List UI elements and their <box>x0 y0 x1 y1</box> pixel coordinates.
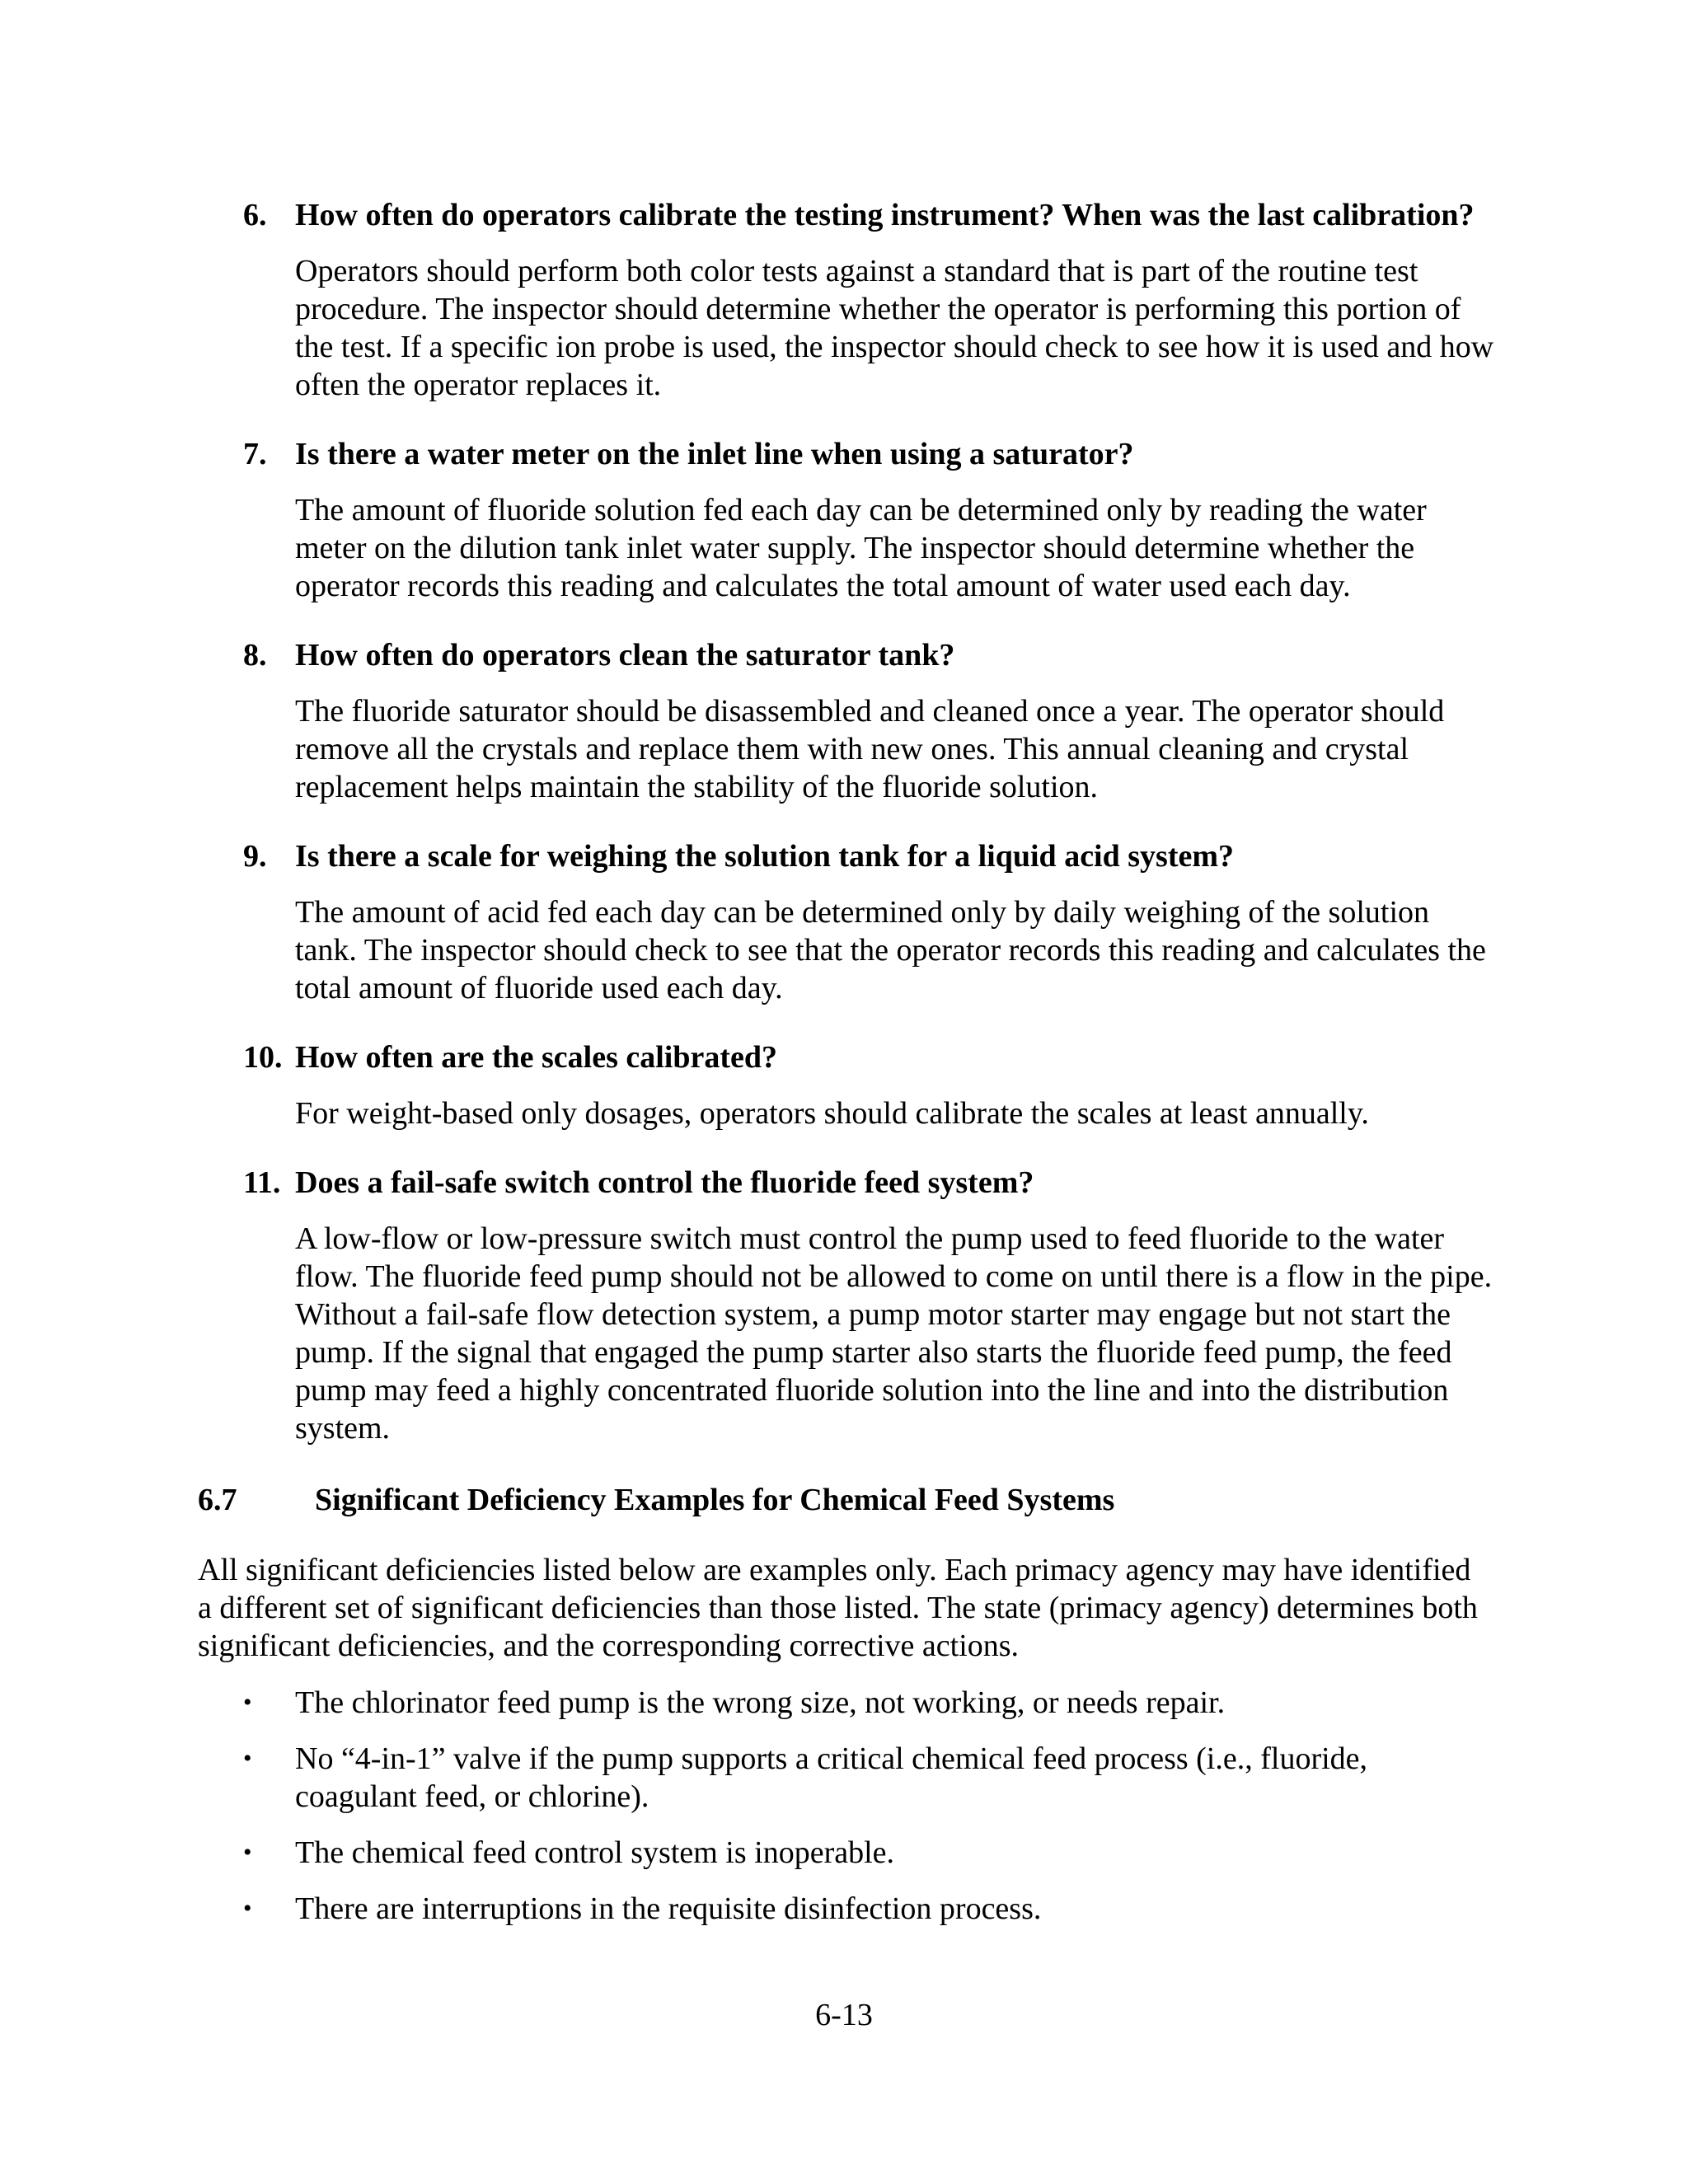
bullet-text: No “4-in-1” valve if the pump supports a critical chemical feed process (i.e., fluoride, coagulant feed, or chlorine). <box>295 1741 1368 1814</box>
bullet-text: The chemical feed control system is inoperable. <box>295 1835 895 1870</box>
question-item-9 <box>243 837 1496 1007</box>
bullet-text: The chlorinator feed pump is the wrong size, not working, or needs repair. <box>295 1685 1226 1720</box>
question-heading <box>243 1038 1496 1076</box>
question-text: How often are the scales calibrated? <box>295 1040 778 1075</box>
question-answer: Operators should perform both color tests against a standard that is part of the routine test procedure. The inspector should determine whether the operator is performing this portion of the test. If a specific ion probe is used, the inspector should check to see how it is used and how often the operator replaces it. <box>295 254 1494 402</box>
bullet-item <box>243 1684 1496 1722</box>
question-item-11 <box>243 1164 1496 1447</box>
question-heading <box>243 196 1496 234</box>
bullet-item <box>243 1740 1496 1816</box>
page-number: 6-13 <box>815 1998 873 2032</box>
bullet-text: There are interruptions in the requisite disinfection process. <box>295 1891 1042 1926</box>
question-answer: The amount of acid fed each day can be determined only by daily weighing of the solution tank. The inspector should check to see that the operator records this reading and calculates the total amount of fluoride used each day. <box>295 895 1486 1005</box>
bullet-icon: • <box>243 1689 252 1716</box>
question-answer: The amount of fluoride solution fed each day can be determined only by reading the water meter on the dilution tank inlet water supply. The inspector should determine whether the operator records this reading and calculates the total amount of water used each day. <box>295 493 1427 603</box>
question-text: Does a fail-safe switch control the fluoride feed system? <box>295 1165 1034 1200</box>
question-text: Is there a scale for weighing the solution tank for a liquid acid system? <box>295 839 1234 874</box>
question-number: 10. <box>243 1040 283 1075</box>
question-answer: The fluoride saturator should be disassembled and cleaned once a year. The operator should remove all the crystals and replace them with new ones. This annual cleaning and crystal replacement helps maintain the stability of the fluoride solution. <box>295 694 1445 804</box>
question-item-6 <box>243 196 1496 404</box>
question-number: 11. <box>243 1165 281 1200</box>
question-item-8 <box>243 636 1496 806</box>
question-text: How often do operators clean the saturator tank? <box>295 638 955 673</box>
bullet-icon: • <box>243 1839 252 1866</box>
deficiency-bullet-list <box>243 1684 1496 1928</box>
question-answer: A low-flow or low-pressure switch must control the pump used to feed fluoride to the water flow. The fluoride feed pump should not be allowed to come on until there is a flow in the pipe. Without a fail-safe flow detection system, a pump motor starter may engage but not start the pump. If the signal that engaged the pump starter also starts the fluoride feed pump, the feed pump may feed a highly concentrated fluoride solution into the line and into the distribution system. <box>295 1221 1493 1446</box>
bullet-item <box>243 1890 1496 1928</box>
question-number: 8. <box>243 638 267 673</box>
question-number: 6. <box>243 198 267 232</box>
question-heading <box>243 1164 1496 1202</box>
question-item-7 <box>243 435 1496 605</box>
bullet-icon: • <box>243 1745 252 1772</box>
question-heading <box>243 837 1496 875</box>
section-heading <box>198 1481 1500 1519</box>
question-number: 9. <box>243 839 267 874</box>
section-number: 6.7 <box>198 1483 237 1517</box>
question-heading <box>243 435 1496 473</box>
question-text: How often do operators calibrate the testing instrument? When was the last calibration? <box>295 198 1475 232</box>
question-text: Is there a water meter on the inlet line when using a saturator? <box>295 437 1134 471</box>
section-intro-paragraph: All significant deficiencies listed below are examples only. Each primacy agency may have identified a different set of significant deficiencies than those listed. The state (primacy agency) determines both significant deficiencies, and the corresponding corrective actions. <box>198 1553 1478 1663</box>
bullet-item <box>243 1834 1496 1872</box>
question-answer: For weight-based only dosages, operators should calibrate the scales at least annually. <box>295 1096 1369 1131</box>
section-title: Significant Deficiency Examples for Chemical Feed Systems <box>315 1483 1115 1517</box>
inspection-questions-list <box>243 196 1496 1479</box>
question-number: 7. <box>243 437 267 471</box>
question-item-10 <box>243 1038 1496 1132</box>
bullet-icon: • <box>243 1895 252 1922</box>
question-heading <box>243 636 1496 674</box>
